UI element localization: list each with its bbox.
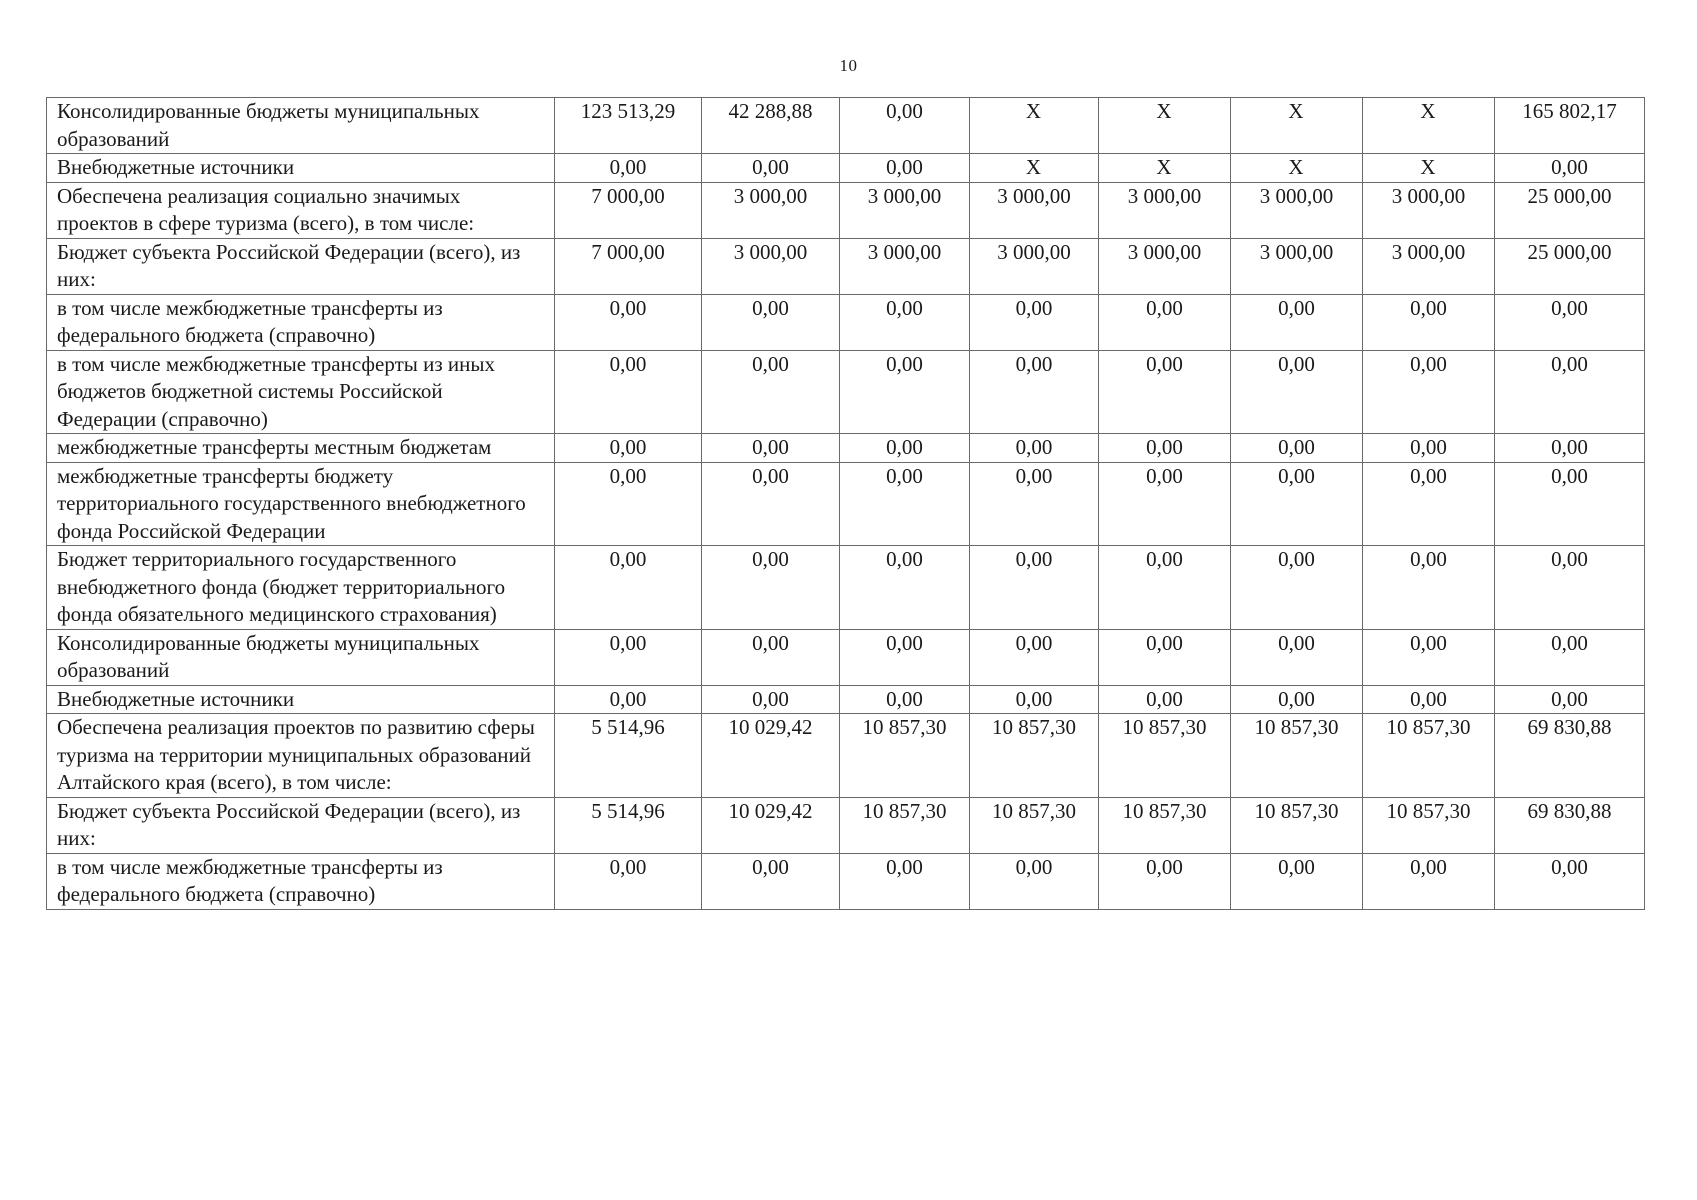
value-cell: 3 000,00: [840, 182, 970, 238]
value-cell: 10 857,30: [1231, 797, 1363, 853]
table-row: [47, 350, 1645, 434]
value-cell: 0,00: [702, 350, 840, 434]
value-cell: 0,00: [702, 154, 840, 183]
value-cell: 0,00: [1363, 350, 1495, 434]
value-cell: 0,00: [555, 629, 702, 685]
value-cell: 0,00: [1099, 434, 1231, 463]
value-cell: 0,00: [1363, 685, 1495, 714]
value-cell: 0,00: [840, 462, 970, 546]
value-cell: 7 000,00: [555, 238, 702, 294]
row-label: Бюджет субъекта Российской Федерации (всего), из них:: [47, 797, 555, 853]
row-label: Обеспечена реализация социально значимых проектов в сфере туризма (всего), в том числе:: [47, 182, 555, 238]
value-cell: 0,00: [555, 350, 702, 434]
value-cell: X: [1099, 154, 1231, 183]
value-cell: 3 000,00: [702, 238, 840, 294]
row-label: межбюджетные трансферты местным бюджетам: [47, 434, 555, 463]
row-label: в том числе межбюджетные трансферты из иных бюджетов бюджетной системы Российской Федерации (справочно): [47, 350, 555, 434]
value-cell: 0,00: [555, 546, 702, 630]
value-cell: 10 029,42: [702, 797, 840, 853]
total-cell: 25 000,00: [1495, 238, 1645, 294]
value-cell: 0,00: [555, 294, 702, 350]
value-cell: 10 029,42: [702, 714, 840, 798]
value-cell: 123 513,29: [555, 98, 702, 154]
table-row: [47, 238, 1645, 294]
value-cell: 0,00: [1099, 294, 1231, 350]
value-cell: 10 857,30: [840, 714, 970, 798]
value-cell: 10 857,30: [1099, 797, 1231, 853]
value-cell: 0,00: [970, 350, 1099, 434]
value-cell: 0,00: [970, 294, 1099, 350]
value-cell: 0,00: [555, 154, 702, 183]
total-cell: 0,00: [1495, 434, 1645, 463]
value-cell: 0,00: [840, 853, 970, 909]
table-row: [47, 182, 1645, 238]
value-cell: 0,00: [1363, 434, 1495, 463]
value-cell: 10 857,30: [970, 714, 1099, 798]
value-cell: X: [1231, 98, 1363, 154]
value-cell: 0,00: [1363, 629, 1495, 685]
value-cell: 10 857,30: [1363, 714, 1495, 798]
total-cell: 0,00: [1495, 154, 1645, 183]
value-cell: 0,00: [840, 98, 970, 154]
row-label: Консолидированные бюджеты муниципальных образований: [47, 98, 555, 154]
value-cell: 0,00: [702, 853, 840, 909]
value-cell: 3 000,00: [1099, 238, 1231, 294]
value-cell: 0,00: [840, 685, 970, 714]
table-row: [47, 154, 1645, 183]
value-cell: 3 000,00: [702, 182, 840, 238]
value-cell: 0,00: [1231, 462, 1363, 546]
table-row: [47, 629, 1645, 685]
value-cell: X: [1363, 98, 1495, 154]
row-label: Консолидированные бюджеты муниципальных образований: [47, 629, 555, 685]
row-label: Обеспечена реализация проектов по развитию сферы туризма на территории муниципальных образований Алтайского края (всего), в том числе:: [47, 714, 555, 798]
value-cell: 0,00: [1099, 629, 1231, 685]
value-cell: 0,00: [1231, 294, 1363, 350]
value-cell: 10 857,30: [1099, 714, 1231, 798]
value-cell: 10 857,30: [1363, 797, 1495, 853]
value-cell: 3 000,00: [970, 238, 1099, 294]
value-cell: 0,00: [840, 350, 970, 434]
value-cell: 0,00: [702, 294, 840, 350]
value-cell: 0,00: [1231, 629, 1363, 685]
table-row: [47, 434, 1645, 463]
value-cell: 3 000,00: [1231, 238, 1363, 294]
budget-table: [46, 97, 1645, 910]
total-cell: 69 830,88: [1495, 714, 1645, 798]
value-cell: X: [1363, 154, 1495, 183]
value-cell: 5 514,96: [555, 797, 702, 853]
value-cell: 0,00: [840, 546, 970, 630]
total-cell: 0,00: [1495, 546, 1645, 630]
value-cell: 0,00: [1363, 462, 1495, 546]
value-cell: 0,00: [840, 154, 970, 183]
value-cell: 0,00: [970, 629, 1099, 685]
value-cell: X: [1099, 98, 1231, 154]
total-cell: 69 830,88: [1495, 797, 1645, 853]
value-cell: 0,00: [1099, 853, 1231, 909]
value-cell: 0,00: [1363, 853, 1495, 909]
row-label: в том числе межбюджетные трансферты из федерального бюджета (справочно): [47, 294, 555, 350]
table-row: [47, 685, 1645, 714]
value-cell: 0,00: [555, 434, 702, 463]
total-cell: 0,00: [1495, 853, 1645, 909]
total-cell: 0,00: [1495, 462, 1645, 546]
value-cell: X: [970, 98, 1099, 154]
value-cell: 0,00: [1099, 546, 1231, 630]
value-cell: 0,00: [555, 462, 702, 546]
value-cell: 0,00: [1363, 294, 1495, 350]
total-cell: 0,00: [1495, 350, 1645, 434]
value-cell: 0,00: [1099, 685, 1231, 714]
table-row: [47, 294, 1645, 350]
row-label: Бюджет субъекта Российской Федерации (всего), из них:: [47, 238, 555, 294]
value-cell: 0,00: [1099, 462, 1231, 546]
table-row: [47, 797, 1645, 853]
value-cell: 0,00: [1099, 350, 1231, 434]
value-cell: 3 000,00: [970, 182, 1099, 238]
value-cell: 0,00: [1231, 350, 1363, 434]
total-cell: 0,00: [1495, 685, 1645, 714]
table-row: [47, 714, 1645, 798]
value-cell: 7 000,00: [555, 182, 702, 238]
value-cell: 5 514,96: [555, 714, 702, 798]
table-row: [47, 98, 1645, 154]
row-label: Внебюджетные источники: [47, 685, 555, 714]
table-body: [47, 98, 1645, 910]
value-cell: 0,00: [1231, 434, 1363, 463]
table-row: [47, 462, 1645, 546]
value-cell: 0,00: [702, 685, 840, 714]
value-cell: 0,00: [970, 685, 1099, 714]
value-cell: 0,00: [1231, 546, 1363, 630]
value-cell: 10 857,30: [1231, 714, 1363, 798]
row-label: Внебюджетные источники: [47, 154, 555, 183]
value-cell: 0,00: [970, 434, 1099, 463]
value-cell: 0,00: [555, 685, 702, 714]
value-cell: 0,00: [702, 546, 840, 630]
value-cell: 3 000,00: [1099, 182, 1231, 238]
value-cell: 42 288,88: [702, 98, 840, 154]
value-cell: 0,00: [840, 434, 970, 463]
value-cell: 0,00: [840, 629, 970, 685]
total-cell: 0,00: [1495, 294, 1645, 350]
value-cell: 0,00: [702, 629, 840, 685]
value-cell: 0,00: [1231, 853, 1363, 909]
row-label: в том числе межбюджетные трансферты из федерального бюджета (справочно): [47, 853, 555, 909]
total-cell: 165 802,17: [1495, 98, 1645, 154]
value-cell: 0,00: [555, 853, 702, 909]
value-cell: 3 000,00: [1363, 182, 1495, 238]
value-cell: 0,00: [970, 462, 1099, 546]
value-cell: 0,00: [840, 294, 970, 350]
value-cell: 10 857,30: [840, 797, 970, 853]
total-cell: 0,00: [1495, 629, 1645, 685]
value-cell: 3 000,00: [1231, 182, 1363, 238]
page-number: 10: [839, 56, 858, 75]
value-cell: X: [1231, 154, 1363, 183]
row-label: межбюджетные трансферты бюджету территориального государственного внебюджетного фонда Российской Федерации: [47, 462, 555, 546]
table-row: [47, 853, 1645, 909]
value-cell: 0,00: [970, 853, 1099, 909]
table-row: [47, 546, 1645, 630]
value-cell: 0,00: [970, 546, 1099, 630]
value-cell: 0,00: [702, 462, 840, 546]
row-label: Бюджет территориального государственного внебюджетного фонда (бюджет территориального фонда обязательного медицинского страхования): [47, 546, 555, 630]
value-cell: 10 857,30: [970, 797, 1099, 853]
value-cell: 3 000,00: [840, 238, 970, 294]
value-cell: 0,00: [702, 434, 840, 463]
total-cell: 25 000,00: [1495, 182, 1645, 238]
value-cell: 0,00: [1231, 685, 1363, 714]
value-cell: X: [970, 154, 1099, 183]
value-cell: 0,00: [1363, 546, 1495, 630]
value-cell: 3 000,00: [1363, 238, 1495, 294]
